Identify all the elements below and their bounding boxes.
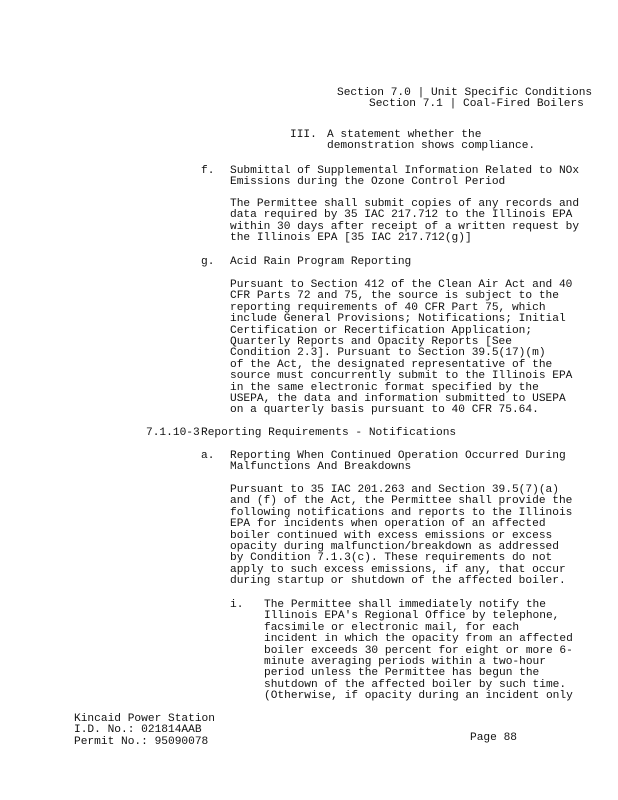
text-line: in the same electronic format specified by the xyxy=(230,381,539,394)
text-line: Certification or Recertification Application; xyxy=(230,324,533,337)
text-line: opacity during malfunction/breakdown as addressed xyxy=(230,541,559,554)
footer-id-number: I.D. No.: 021814AAB xyxy=(74,724,202,737)
text-line: include General Provisions; Notifications; Initial xyxy=(230,313,566,326)
text-line: and (f) of the Act, the Permittee shall provide the xyxy=(230,495,573,508)
text-line: USEPA, the data and information submitted to USEPA xyxy=(230,393,566,406)
footer xyxy=(74,714,215,748)
text-line: reporting requirements of 40 CFR Part 75, which xyxy=(230,301,546,314)
text-line: The Permittee shall immediately notify the xyxy=(264,599,546,611)
heading-line: Acid Rain Program Reporting xyxy=(230,256,412,268)
text-line: Illinois EPA's Regional Office by telephone, xyxy=(264,610,560,623)
text-line: (Otherwise, if opacity during an incident only xyxy=(264,690,573,703)
text-line: Pursuant to 35 IAC 201.263 and Section 39.5(7)(a) xyxy=(230,484,559,496)
text-line: source must concurrently submit to the Illinois EPA xyxy=(230,370,573,383)
text-line: during startup or shutdown of the affected boiler. xyxy=(230,575,566,588)
footer-facility: Kincaid Power Station xyxy=(74,713,215,725)
text-line: boiler continued with excess emissions or excess xyxy=(230,529,553,542)
page-number: Page 88 xyxy=(470,732,517,744)
item-i-text xyxy=(264,600,573,703)
text-line: within 30 days after receipt of a written request by xyxy=(230,220,580,233)
item-iii-text xyxy=(327,130,535,153)
text-line: the Illinois EPA [35 IAC 217.712(g)] xyxy=(230,232,472,245)
header-line-2: Section 7.1 | Coal-Fired Boilers xyxy=(369,98,584,110)
heading-line: Reporting When Continued Operation Occurred During xyxy=(230,450,566,462)
item-a-heading xyxy=(230,451,566,474)
item-f-marker: f. xyxy=(201,165,215,177)
item-a-body xyxy=(230,485,572,588)
text-line: on a quarterly basis pursuant to 40 CFR 75.64. xyxy=(230,404,539,417)
text-line: of the Act, the designated representative of the xyxy=(230,358,553,371)
text-line: incident in which the opacity from an affected xyxy=(264,633,573,646)
text-line: demonstration shows compliance. xyxy=(327,140,536,153)
text-line: Pursuant to Section 412 of the Clean Air Act and 40 xyxy=(230,279,573,291)
text-line: boiler exceeds 30 percent for eight or more 6- xyxy=(264,644,573,657)
section-title: Reporting Requirements - Notifications xyxy=(201,427,457,439)
text-line: A statement whether the xyxy=(327,129,482,141)
text-line: The Permittee shall submit copies of any records and xyxy=(230,198,580,210)
text-line: Condition 2.3]. Pursuant to Section 39.5(17)(m) xyxy=(230,347,546,360)
item-g-marker: g. xyxy=(201,256,215,268)
text-line: data required by 35 IAC 217.712 to the Illinois EPA xyxy=(230,209,573,222)
item-a-marker: a. xyxy=(201,450,215,462)
item-f-heading xyxy=(230,166,579,189)
heading-line: Emissions during the Ozone Control Period xyxy=(230,176,506,189)
text-line: Quarterly Reports and Opacity Reports [See xyxy=(230,336,512,349)
item-g-heading xyxy=(230,257,411,268)
item-i-marker: i. xyxy=(230,599,244,611)
heading-line: Submittal of Supplemental Information Related to NOx xyxy=(230,165,580,177)
text-line: CFR Parts 72 and 75, the source is subject to the xyxy=(230,290,559,303)
heading-line: Malfunctions And Breakdowns xyxy=(230,461,412,474)
text-line: EPA for incidents when operation of an affected xyxy=(230,518,546,531)
text-line: apply to such excess emissions, if any, that occur xyxy=(230,563,566,576)
item-f-body xyxy=(230,199,579,245)
text-line: following notifications and reports to the Illinois xyxy=(230,506,573,519)
text-line: by Condition 7.1.3(c). These requirements do not xyxy=(230,552,553,565)
text-line: period unless the Permittee has begun the xyxy=(264,667,540,680)
item-iii-marker: III. xyxy=(290,129,317,141)
text-line: facsimile or electronic mail, for each xyxy=(264,621,520,634)
footer-permit-number: Permit No.: 95090078 xyxy=(74,735,209,748)
item-g-body xyxy=(230,280,572,417)
text-line: minute averaging periods within a two-hour xyxy=(264,656,546,669)
section-number: 7.1.10-3 xyxy=(146,427,200,439)
header-line-1: Section 7.0 | Unit Specific Conditions xyxy=(337,87,593,99)
text-line: shutdown of the affected boiler by such time. xyxy=(264,678,567,691)
